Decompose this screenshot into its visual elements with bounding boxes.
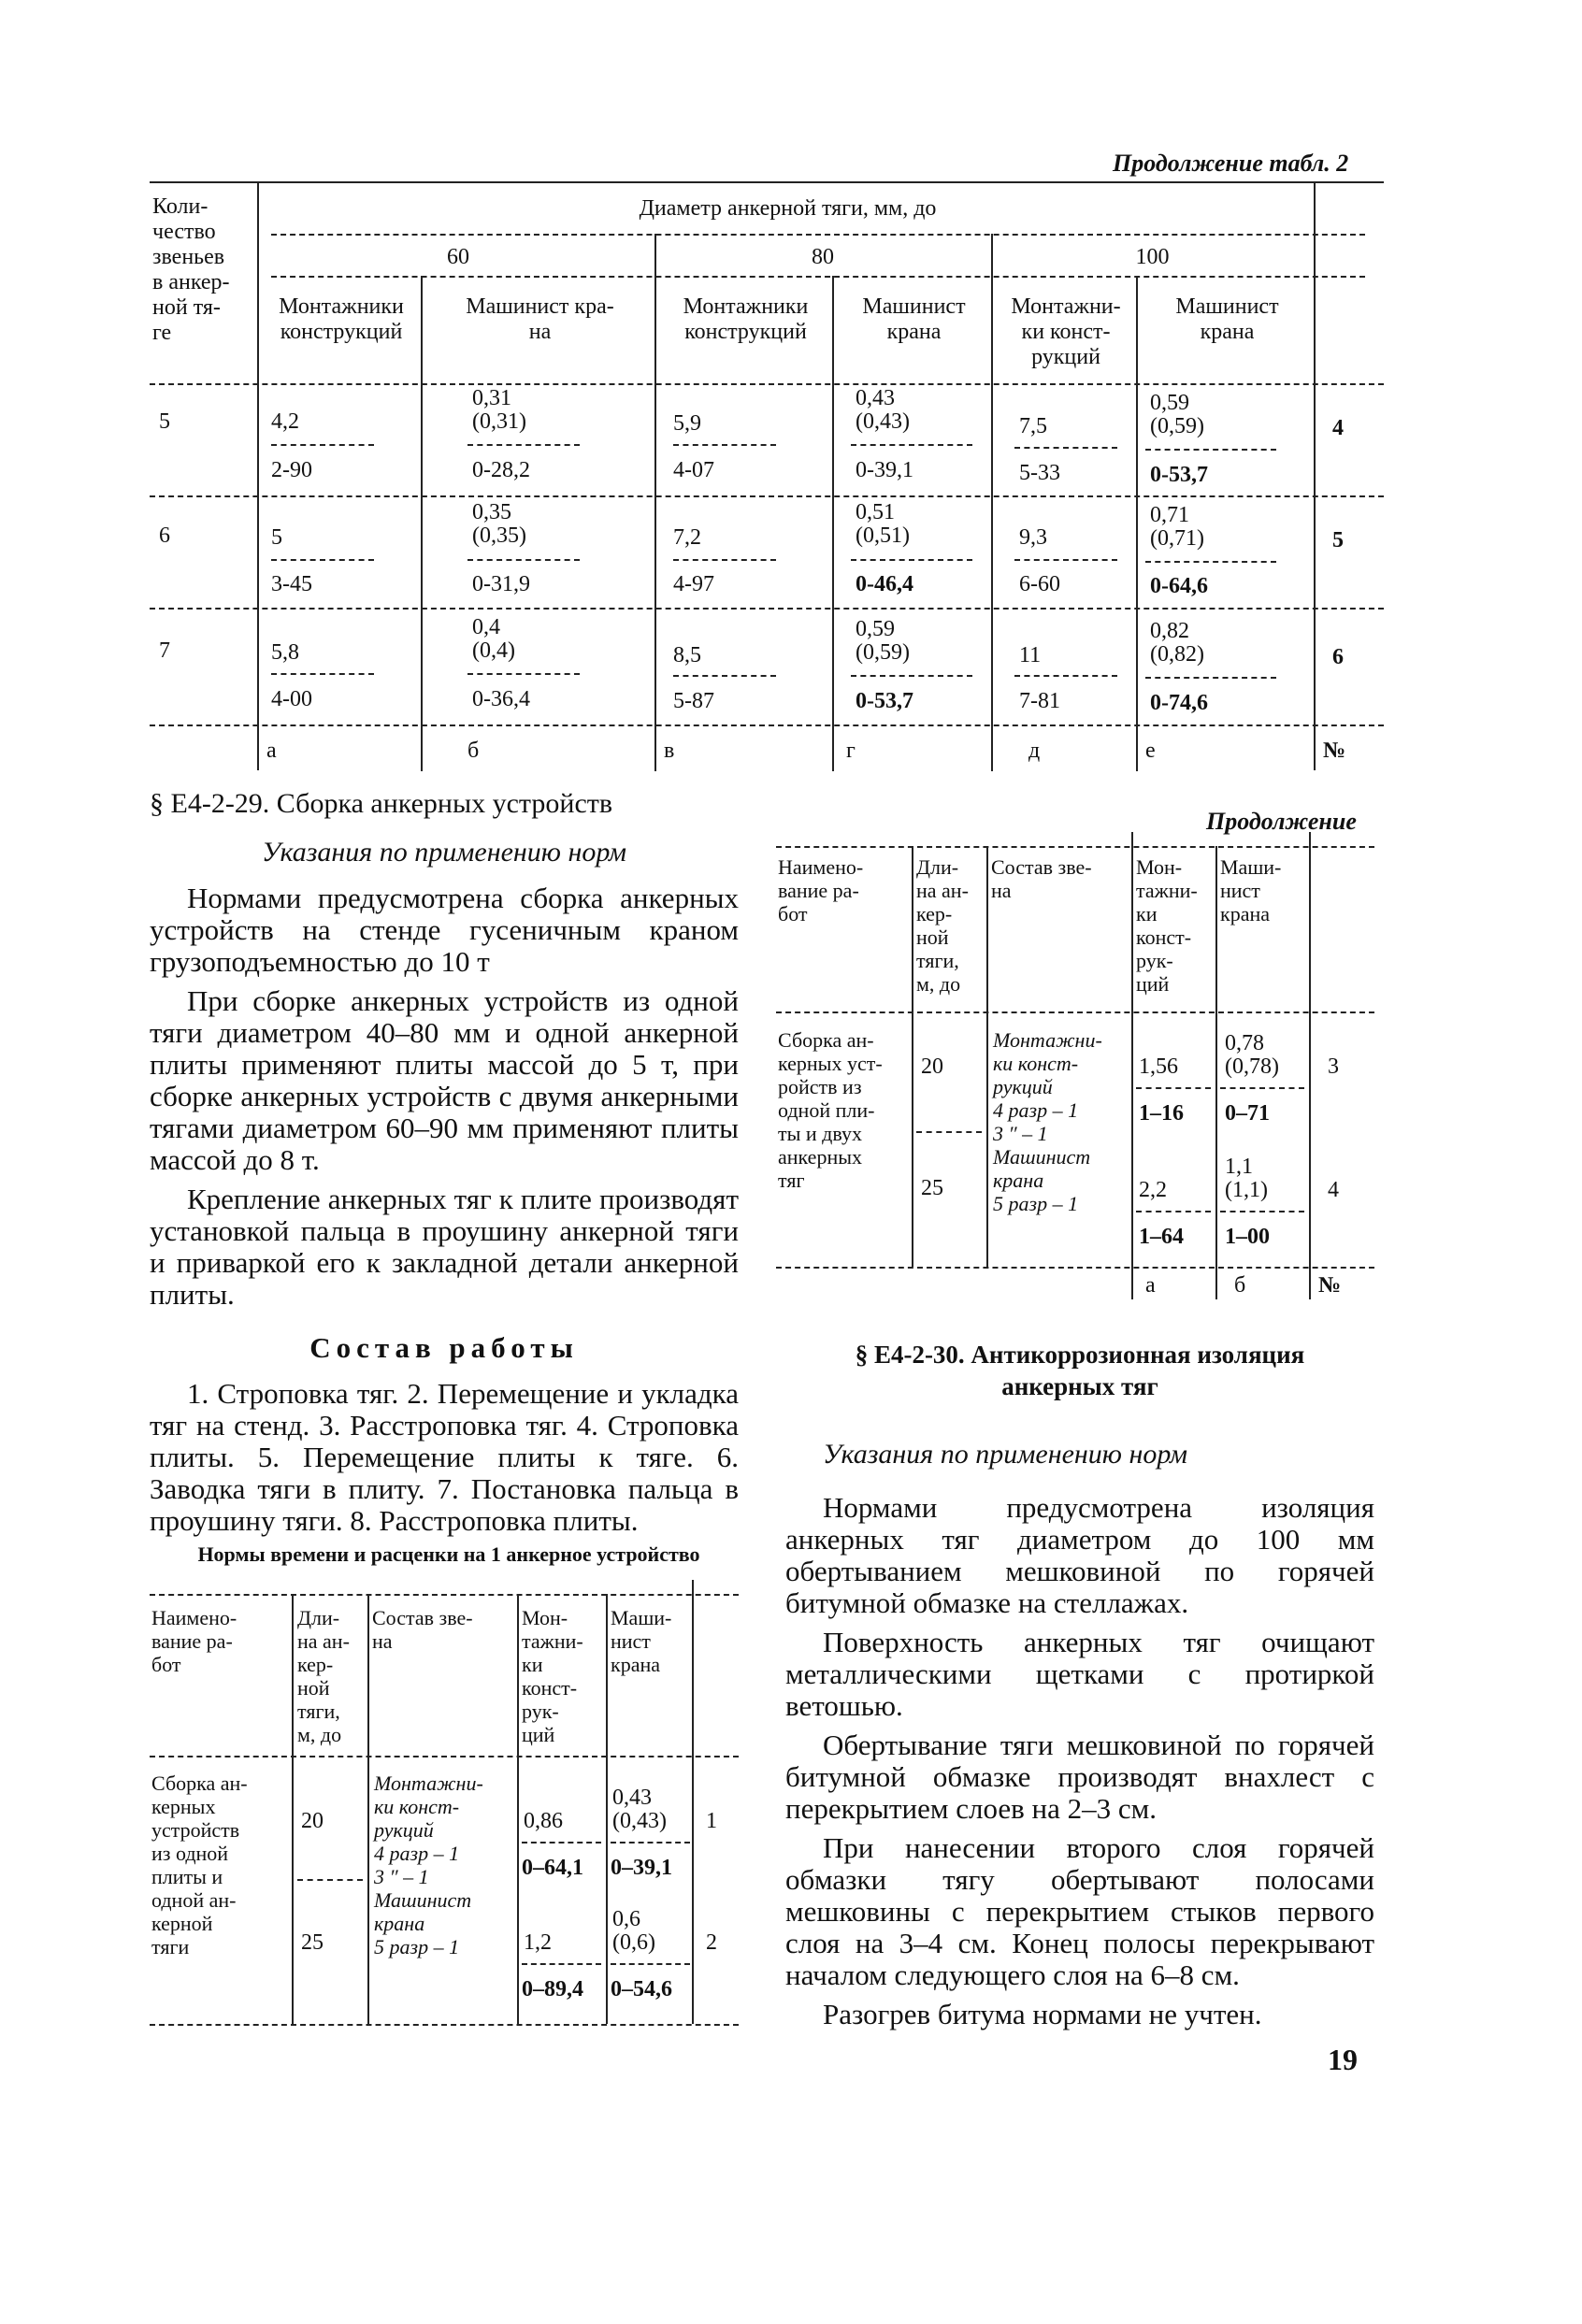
cell-price: 5-87 bbox=[673, 689, 714, 713]
hdr-mash: Маши- нист крана bbox=[1220, 855, 1282, 925]
hdr-length: Дли- на ан- кер- ной тяги, м, до bbox=[297, 1606, 350, 1746]
cell-price: 0-31,9 bbox=[472, 572, 530, 596]
cell-value-bracket: (0,4) bbox=[472, 638, 515, 663]
cell-price: 0–54,6 bbox=[611, 1977, 672, 2001]
row-number: 5 bbox=[1332, 528, 1344, 552]
col-letter: а bbox=[266, 739, 277, 763]
work-name: Сборка ан- керных уст- ройств из одной пли- ты и двух анкерных тяг bbox=[778, 1028, 883, 1192]
cell-value: 7,2 bbox=[673, 525, 701, 550]
cell-value: 7,5 bbox=[1019, 414, 1047, 438]
cell-value-bracket: (0,51) bbox=[856, 524, 910, 548]
sub-header: Монтажни- ки конст- рукций bbox=[1011, 294, 1121, 369]
diameter-header: Диаметр анкерной тяги, мм, до bbox=[639, 196, 937, 221]
col-letter: а bbox=[1145, 1273, 1156, 1298]
page-number: 19 bbox=[1328, 2043, 1358, 2076]
cell-value-bracket: (1,1) bbox=[1225, 1178, 1268, 1202]
hdr-crew: Состав зве- на bbox=[991, 855, 1092, 902]
hdr-mont: Мон- тажни- ки конст- рук- ций bbox=[1136, 855, 1198, 996]
section-title: § Е4-2-29. Сборка анкерных устройств bbox=[150, 788, 613, 819]
hdr-name: Наимено- вание ра- бот bbox=[778, 855, 864, 925]
cell-price: 0-53,7 bbox=[856, 689, 913, 713]
work-name: Сборка ан- керных устройств из одной плиты и одной ан- керной тяги bbox=[151, 1772, 248, 1958]
hdr-crew: Состав зве- на bbox=[372, 1606, 473, 1653]
paragraph: Нормами предусмотрена сборка анкерных устройств на стенде гусеничным краном грузоподъемностью до 10 т bbox=[150, 882, 739, 978]
cell-price: 7-81 bbox=[1019, 689, 1060, 713]
length-2: 25 bbox=[301, 1930, 324, 1955]
cell-price: 1–16 bbox=[1139, 1101, 1184, 1126]
diameter-60: 60 bbox=[447, 245, 469, 269]
col-letter: № bbox=[1323, 739, 1346, 763]
row-number: 4 bbox=[1328, 1178, 1339, 1202]
paragraph: При сборке анкерных устройств из одной тяги диаметром 40–80 мм и одной анкерной плиты применяют плиты массой до 5 т, при сборке анкерных устройств с двумя анкерными тягами диаметром 60–90 мм применяют плиты массой до 8 т. bbox=[150, 984, 739, 1176]
paragraph: При нанесении второго слоя горячей обмазки тягу обертывают полосами мешковины с перекрытием стыков первого слоя на 3–4 см. Конец полосы перекрывают началом следующего слоя на 6–8 см. bbox=[785, 1831, 1374, 1991]
cell-price: 0-64,6 bbox=[1150, 574, 1208, 598]
cell-value: 0,35 bbox=[472, 500, 511, 524]
row-header: Коли- чество звеньев в анкер- ной тя- ге bbox=[152, 194, 230, 345]
cell-value-bracket: (0,71) bbox=[1150, 526, 1204, 551]
cell-value: 0,59 bbox=[1150, 391, 1189, 415]
cell-value-bracket: (0,59) bbox=[1150, 414, 1204, 438]
continuation-label: Продолжение bbox=[1206, 808, 1357, 835]
crew-composition: Монтажни- ки конст- рукций 4 разр – 1 3 ″ – 1 Машинист крана 5 разр – 1 bbox=[993, 1028, 1102, 1215]
sub-header: Машинист крана bbox=[1175, 294, 1279, 344]
section-subtitle: Указания по применению норм bbox=[823, 1439, 1187, 1470]
col-letter: е bbox=[1145, 739, 1156, 763]
section-title: § Е4-2-30. Антикоррозионная изоляция анкерных тяг bbox=[855, 1341, 1305, 1400]
cell-value: 1,2 bbox=[524, 1930, 552, 1955]
row-number: 4 bbox=[1332, 416, 1344, 440]
col-letter: б bbox=[1234, 1273, 1246, 1298]
sub-header: Машинист кра- на bbox=[466, 294, 614, 344]
sub-header: Монтажники конструкций bbox=[683, 294, 809, 344]
cell-price: 0-74,6 bbox=[1150, 691, 1208, 715]
cell-value: 0,86 bbox=[524, 1809, 563, 1833]
paragraph: Крепление анкерных тяг к плите производят установкой пальца в проушину анкерной тяги и приваркой его к закладной детали анкерной плиты. bbox=[150, 1183, 739, 1311]
cell-value-bracket: (0,78) bbox=[1225, 1054, 1279, 1079]
cell-value: 11 bbox=[1019, 643, 1042, 667]
section-paragraphs bbox=[150, 882, 739, 1311]
cell-price: 3-45 bbox=[271, 572, 312, 596]
cell-value: 1,1 bbox=[1225, 1155, 1253, 1179]
row-count: 7 bbox=[159, 638, 170, 663]
cell-value-bracket: (0,31) bbox=[472, 409, 526, 434]
cell-value: 4,2 bbox=[271, 409, 299, 434]
cell-value-bracket: (0,82) bbox=[1150, 642, 1204, 667]
cell-value: 9,3 bbox=[1019, 525, 1047, 550]
paragraph: Разогрев битума нормами не учтен. bbox=[823, 1998, 1262, 2030]
length-1: 20 bbox=[301, 1809, 324, 1833]
section-29 bbox=[150, 785, 739, 1544]
col-letter: № bbox=[1318, 1273, 1342, 1298]
cell-value-bracket: (0,35) bbox=[472, 524, 526, 548]
cell-price: 0-28,2 bbox=[472, 458, 530, 482]
cell-price: 4-07 bbox=[673, 458, 714, 482]
cell-value: 0,6 bbox=[612, 1907, 640, 1931]
cell-value: 0,31 bbox=[472, 386, 511, 410]
paragraph: Поверхность анкерных тяг очищают металлическими щетками с протиркой ветошью. bbox=[785, 1626, 1374, 1722]
work-title: Состав работы bbox=[309, 1331, 579, 1364]
cell-price: 4-00 bbox=[271, 687, 312, 711]
cell-price: 1–00 bbox=[1225, 1225, 1270, 1249]
cell-value: 0,82 bbox=[1150, 619, 1189, 643]
cell-price: 0-53,7 bbox=[1150, 463, 1208, 487]
cell-price: 2-90 bbox=[271, 458, 312, 482]
row-number: 1 bbox=[706, 1809, 717, 1833]
cell-value-bracket: (0,59) bbox=[856, 640, 910, 665]
cell-price: 0–39,1 bbox=[611, 1856, 672, 1880]
cell-value: 0,78 bbox=[1225, 1031, 1264, 1055]
row-number: 2 bbox=[706, 1930, 717, 1955]
diameter-100: 100 bbox=[1135, 245, 1170, 269]
cell-price: 0-36,4 bbox=[472, 687, 530, 711]
cell-price: 6-60 bbox=[1019, 572, 1060, 596]
hdr-mash: Маши- нист крана bbox=[611, 1606, 672, 1676]
length-1: 20 bbox=[921, 1054, 943, 1079]
section-paragraphs bbox=[785, 1492, 1374, 2030]
cell-price: 5-33 bbox=[1019, 461, 1060, 485]
cell-price: 4-97 bbox=[673, 572, 714, 596]
section-30 bbox=[785, 1339, 1374, 2038]
cell-value-bracket: (0,43) bbox=[856, 409, 910, 434]
norms-title: Нормы времени и расценки на 1 анкерное устройство bbox=[197, 1542, 700, 1566]
cell-value: 5,9 bbox=[673, 411, 701, 436]
cell-value: 0,51 bbox=[856, 500, 895, 524]
cell-price: 0–71 bbox=[1225, 1101, 1270, 1126]
col-letter: г bbox=[846, 739, 856, 763]
cell-value: 0,59 bbox=[856, 617, 895, 641]
table-continuation-label: Продолжение табл. 2 bbox=[1113, 150, 1349, 177]
cell-value: 0,43 bbox=[612, 1786, 652, 1810]
row-number: 6 bbox=[1332, 645, 1344, 669]
hdr-name: Наимено- вание ра- бот bbox=[151, 1606, 237, 1676]
cell-value: 0,71 bbox=[1150, 503, 1189, 527]
cell-value: 1,56 bbox=[1139, 1054, 1178, 1079]
cell-value-bracket: (0,6) bbox=[612, 1930, 655, 1955]
cell-price: 0–89,4 bbox=[522, 1977, 583, 2001]
cell-price: 1–64 bbox=[1139, 1225, 1184, 1249]
length-2: 25 bbox=[921, 1176, 943, 1200]
row-count: 6 bbox=[159, 524, 170, 548]
hdr-length: Дли- на ан- кер- ной тяги, м, до bbox=[916, 855, 969, 996]
cell-value: 0,4 bbox=[472, 615, 500, 639]
paragraph: Обертывание тяги мешковиной по горячей битумной обмазке производят внахлест с перекрытием слоев на 2–3 см. bbox=[785, 1729, 1374, 1825]
sub-header: Монтажники конструкций bbox=[279, 294, 404, 344]
cell-value: 2,2 bbox=[1139, 1178, 1167, 1202]
cell-value: 8,5 bbox=[673, 643, 701, 667]
row-number: 3 bbox=[1328, 1054, 1339, 1079]
col-letter: б bbox=[467, 739, 480, 763]
cell-price: 0–64,1 bbox=[522, 1856, 583, 1880]
cell-price: 0-39,1 bbox=[856, 458, 913, 482]
cell-value: 5 bbox=[271, 525, 282, 550]
cell-price: 0-46,4 bbox=[856, 572, 913, 596]
diameter-80: 80 bbox=[812, 245, 834, 269]
cell-value: 5,8 bbox=[271, 640, 299, 665]
paragraph: Нормами предусмотрена изоляция анкерных тяг диаметром до 100 мм обертыванием мешковиной по горячей битумной обмазке на стеллажах. bbox=[785, 1491, 1374, 1619]
section-subtitle: Указания по применению норм bbox=[262, 837, 626, 868]
sub-header: Машинист крана bbox=[862, 294, 966, 344]
row-count: 5 bbox=[159, 409, 170, 434]
work-text: 1. Строповка тяг. 2. Перемещение и укладка тяг на стенд. 3. Расстроповка тяг. 4. Строповка плиты. 5. Перемещение плиты к тяге. 6. Заводка тяги в плиту. 7. Постановка пальца в проушину тяги. 8. Расстроповка плиты. bbox=[150, 1377, 739, 1537]
cell-value: 0,43 bbox=[856, 386, 895, 410]
col-letter: д bbox=[1028, 739, 1041, 763]
col-letter: в bbox=[664, 739, 675, 763]
crew-composition: Монтажни- ки конст- рукций 4 разр – 1 3 ″ – 1 Машинист крана 5 разр – 1 bbox=[374, 1772, 483, 1958]
cell-value-bracket: (0,43) bbox=[612, 1809, 667, 1833]
hdr-mont: Мон- тажни- ки конст- рук- ций bbox=[522, 1606, 583, 1746]
